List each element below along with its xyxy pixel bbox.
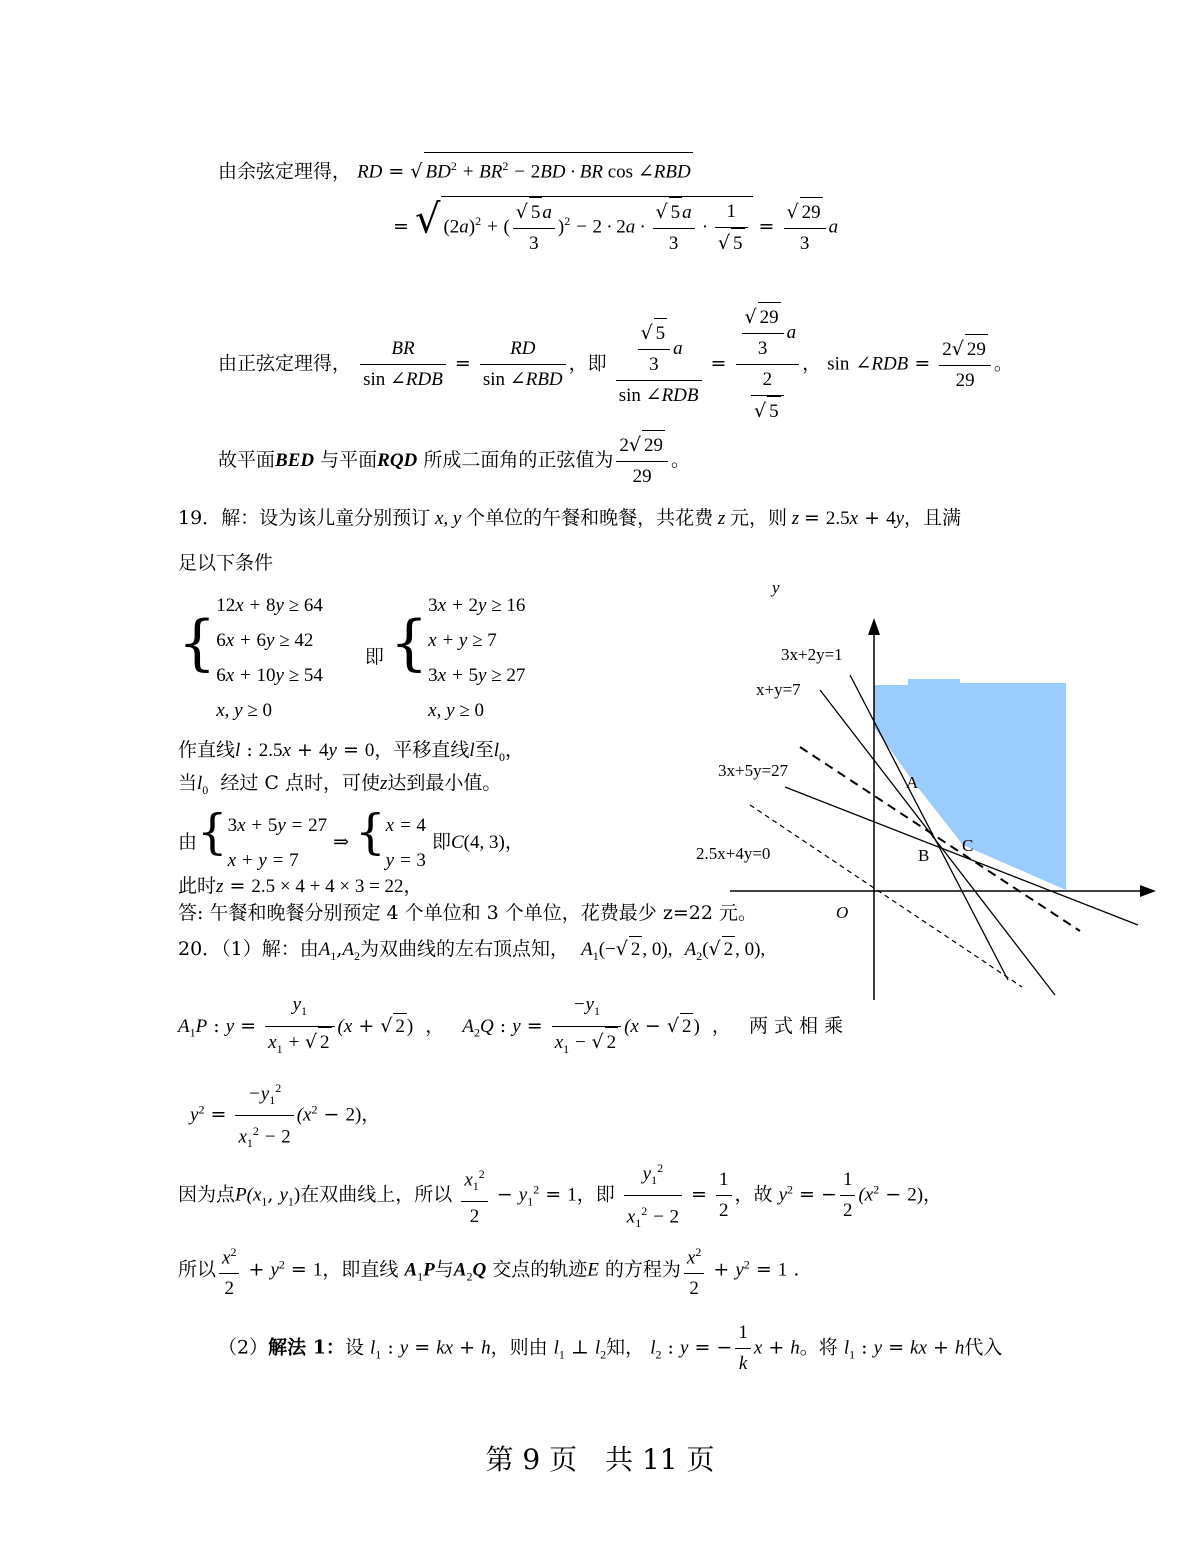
p20-intro: 20．（1）解：由$A_1,A_2$为双曲线的左右顶点知， $A_1(-√$ 2 , 0), $A_2(√$ 2 , 0), xyxy=(178,938,766,963)
y-axis-arrow xyxy=(868,618,880,635)
point-C: C xyxy=(962,836,974,855)
sine-law-line: 由正弦定理得， $\frac{BR}{\text{sin ∠RDB}}$ = $\frac{RD}{\text{sin ∠RBD}}$ ，即 $\frac{√ 5}{3}$ a sin ∠RDB = $\frac{√ 29}{3}$ a $\frac{2}{√ 5}$ ， sin ∠RDB = $\frac{2√ 29}{29}$ 。 xyxy=(218,302,1013,427)
label-2.5x4y0: 2.5x+4y=0 xyxy=(696,844,771,863)
conclusion-line: 故平面BED 与平面RQD 所成二面角的正弦值为 $\frac{2√ 29}{29}$ 。 xyxy=(218,430,690,492)
cos-law-line: 由余弦定理得， RD = √ $BD^2 + BR^2 - 2BD$ · BR cos ∠RBD xyxy=(218,152,693,185)
answer-text: 答: 午餐和晚餐分别预定 4 个单位和 3 个单位，花费最少 z=22 元。 xyxy=(178,902,757,924)
constraint-system: { 12x + 8y ≥ 64 6x + 6y ≥ 42 6x + 10y ≥ 54 x, y ≥ 0 即 { 3x + 2y ≥ 16 x + y ≥ 7 3x + 5y ≥ 27 x, y ≥ 0 xyxy=(178,595,526,721)
x-axis-arrow xyxy=(1140,885,1156,897)
locus-line: 所以 $\frac{x^2}{2}$ + $y^2 = 1$，即直线 $A_1P$与$A_2Q$ 交点的轨迹E 的方程为 $\frac{x^2}{2}$ + $y^2 = 1$ . xyxy=(178,1237,799,1304)
point-B: B xyxy=(918,846,930,865)
p19-intro2: 足以下条件 xyxy=(178,552,274,574)
product-equation: $y^2$ = $\frac{-y_1^2}{x_1^2 - 2}$ $(x^2 - 2)$， xyxy=(190,1073,380,1158)
draw-line-text: 作直线l : 2.5x + 4y = 0，平移直线l至$l_0$， xyxy=(178,739,525,764)
label-xy7: x+y=7 xyxy=(756,680,801,699)
page-footer: 第 9 页 共 11 页 xyxy=(485,1443,715,1476)
when-text: 当$l_0$ 经过 C 点时，可使z达到最小值。 xyxy=(178,772,502,797)
this-time-text: 此时z = 2.5 × 4 + 4 × 3 = 22， xyxy=(178,875,423,897)
part2-line: （2）解法 1：设 $l_1$ : y = kx + h，则由 $l_1$ ⊥ $l_2$知， $l_2$ : y = − $\frac{1}{k}$ x + h。将 $l_1$ : y = kx + h代入 xyxy=(218,1318,1002,1379)
label-3x2y: 3x+2y=1 xyxy=(781,645,843,664)
because-line: 因为点$P(x_1$, $y_1$)在双曲线上，所以 $\frac{x_1^2}{2}$ − $y_1^2 = 1$，即 $\frac{y_1^2}{x_1^2 - 2}$ = $\frac{1}{2}$ ，故 $y^2$ = − $\frac{1}{2}$ $(x^2 - 2)$， xyxy=(178,1153,942,1238)
p19-intro: 19．解：设为该儿童分别预订 x, y 个单位的午餐和晚餐，共花费 z 元，则 z = 2.5x + 4y，且满 xyxy=(178,507,962,529)
cos-law-eval: = √ $(2a)^2$ + ( $\frac{√ 5 a}{3}$ )$^2$ − 2 · 2a · $\frac{√ 5 a}{3}$ · $\frac{1}{√ 5}$ = $\frac{√ 29}{3}$ a xyxy=(393,196,838,259)
solve-system: 由{ 3x + 5y = 27 x + y = 7 ⇒ { x = 4 y = 3 即C(4, 3)， xyxy=(178,804,524,871)
label-3x5y27: 3x+5y=27 xyxy=(718,761,789,780)
point-A: A xyxy=(906,773,919,792)
y-axis-label: y xyxy=(772,578,780,597)
origin-label: O xyxy=(836,903,849,922)
line-equations: $A_1P$ : y = $\frac{y_1}{x_1 + √ 2}$ (x + √ 2 ) ， $A_2Q$ : y = $\frac{-y_1}{x_1 - √ 2}$ (x − √ 2 ) ， 两 式 相 乘 xyxy=(178,990,843,1064)
